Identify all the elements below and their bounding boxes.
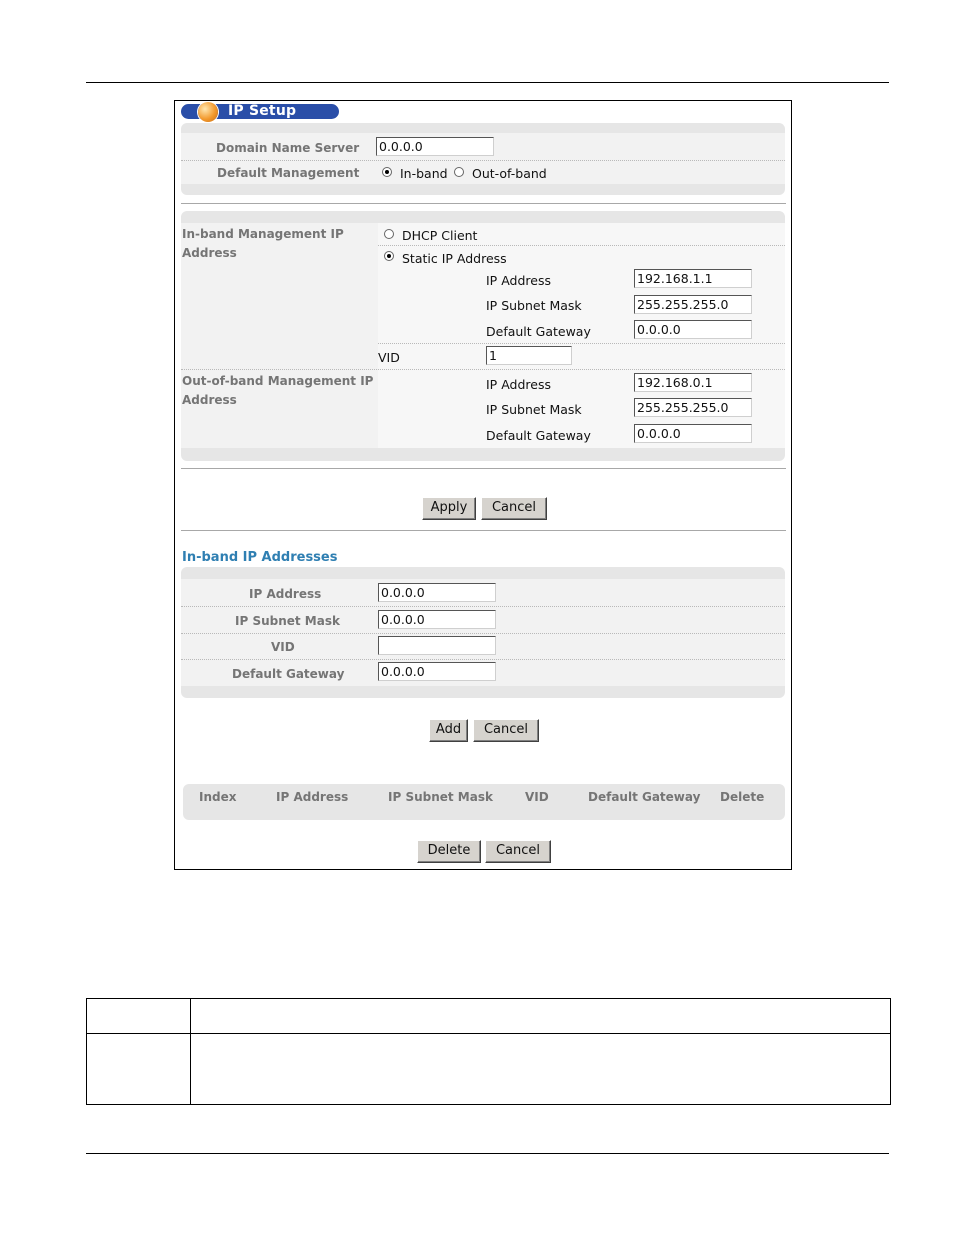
dhcp-client-radio[interactable] [384, 229, 394, 239]
orb-icon [198, 102, 218, 122]
inband-ip-label: IP Address [486, 273, 551, 288]
document-table-column-rule [190, 999, 191, 1104]
section-separator [181, 468, 786, 469]
row-divider [181, 633, 785, 634]
outband-ip-input[interactable]: 192.168.0.1 [634, 373, 752, 392]
inband-ip-input[interactable]: 192.168.1.1 [634, 269, 752, 288]
vid-input[interactable]: 1 [486, 346, 572, 365]
dns-label: Domain Name Server [216, 141, 360, 155]
address-mask-label: IP Subnet Mask [235, 614, 340, 628]
document-table [86, 998, 891, 1105]
col-subnet-mask: IP Subnet Mask [388, 790, 493, 804]
apply-button[interactable]: Apply [422, 497, 476, 520]
address-ip-input[interactable]: 0.0.0.0 [378, 583, 496, 602]
add-cancel-button[interactable]: Cancel [473, 719, 539, 742]
address-vid-label: VID [271, 640, 295, 654]
dhcp-client-label: DHCP Client [402, 228, 478, 243]
address-vid-input[interactable] [378, 636, 496, 655]
inband-mask-input[interactable]: 255.255.255.0 [634, 295, 752, 314]
page-top-rule [86, 82, 889, 83]
inband-mask-label: IP Subnet Mask [486, 298, 582, 313]
outband-radio-label: Out-of-band [472, 166, 547, 181]
outband-ip-label: IP Address [486, 377, 551, 392]
col-default-gateway: Default Gateway [588, 790, 701, 804]
row-divider [181, 369, 785, 370]
delete-cancel-button[interactable]: Cancel [485, 840, 551, 863]
inband-mgmt-label: In-band Management IP [182, 227, 344, 241]
section-separator [181, 203, 786, 204]
col-vid: VID [525, 790, 549, 804]
inband-addresses-title: In-band IP Addresses [182, 550, 338, 565]
inband-gateway-label: Default Gateway [486, 324, 591, 339]
col-index: Index [199, 790, 237, 804]
row-divider [181, 659, 785, 660]
outband-mgmt-label-2: Address [182, 393, 237, 407]
vid-label: VID [378, 350, 400, 365]
document-table-rule [87, 1033, 890, 1034]
col-ip-address: IP Address [276, 790, 349, 804]
default-management-label: Default Management [217, 166, 360, 180]
page-title: IP Setup [228, 103, 297, 119]
address-ip-label: IP Address [249, 587, 322, 601]
row-divider [378, 343, 785, 344]
address-mask-input[interactable]: 0.0.0.0 [378, 610, 496, 629]
page-bottom-rule [86, 1153, 889, 1154]
static-ip-radio[interactable] [384, 251, 394, 261]
row-divider [378, 245, 785, 246]
delete-button[interactable]: Delete [417, 840, 481, 863]
col-delete: Delete [720, 790, 765, 804]
address-gateway-input[interactable]: 0.0.0.0 [378, 662, 496, 681]
address-gateway-label: Default Gateway [232, 667, 345, 681]
section-separator [181, 530, 786, 531]
outband-gateway-input[interactable]: 0.0.0.0 [634, 424, 752, 443]
inband-radio-label: In-band [400, 166, 448, 181]
inband-gateway-input[interactable]: 0.0.0.0 [634, 320, 752, 339]
row-divider [181, 606, 785, 607]
row-divider [181, 160, 785, 161]
dns-input[interactable]: 0.0.0.0 [376, 137, 494, 156]
inband-radio[interactable] [382, 167, 392, 177]
outband-mask-input[interactable]: 255.255.255.0 [634, 398, 752, 417]
static-ip-label: Static IP Address [402, 251, 507, 266]
inband-mgmt-label-2: Address [182, 246, 237, 260]
cancel-button[interactable]: Cancel [481, 497, 547, 520]
outband-radio[interactable] [454, 167, 464, 177]
outband-gateway-label: Default Gateway [486, 428, 591, 443]
outband-mask-label: IP Subnet Mask [486, 402, 582, 417]
add-button[interactable]: Add [429, 719, 468, 742]
outband-mgmt-label: Out-of-band Management IP [182, 374, 374, 388]
